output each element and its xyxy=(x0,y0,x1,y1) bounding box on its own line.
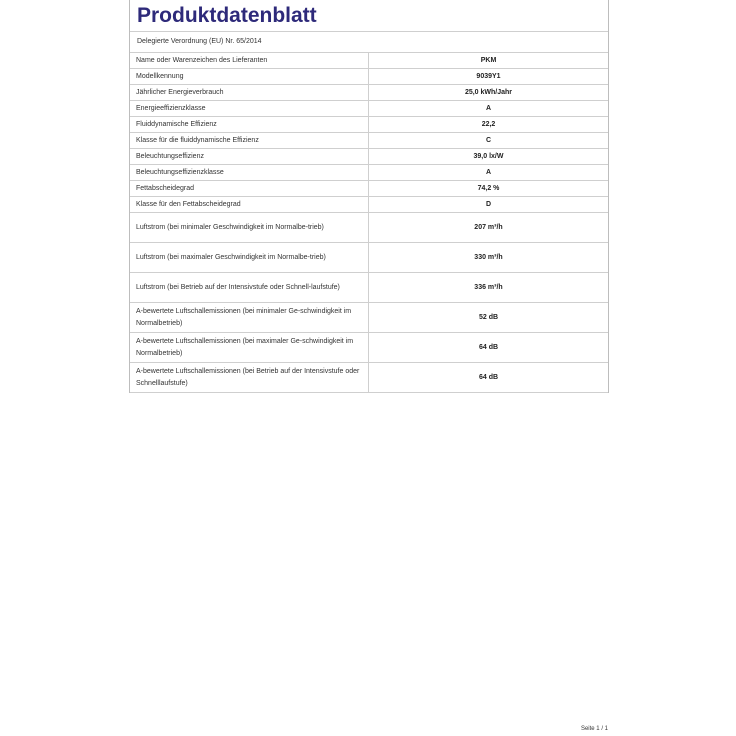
table-row xyxy=(130,303,608,333)
product-data-sheet xyxy=(129,0,609,393)
row-value: 64 dB xyxy=(369,363,609,393)
table-row xyxy=(130,133,608,149)
row-label: Luftstrom (bei maximaler Geschwindigkeit im Normalbe-trieb) xyxy=(130,243,369,273)
page-number: Seite 1 / 1 xyxy=(580,726,608,732)
row-value: 64 dB xyxy=(369,333,609,363)
table-row xyxy=(130,69,608,85)
row-label: Fluiddynamische Effizienz xyxy=(130,117,369,133)
row-label: Name oder Warenzeichen des Lieferanten xyxy=(130,53,369,69)
row-value: 74,2 % xyxy=(369,181,609,197)
row-value: A xyxy=(369,165,609,181)
row-value: 336 m³/h xyxy=(369,273,609,303)
table-row xyxy=(130,85,608,101)
table-row xyxy=(130,243,608,273)
table-row xyxy=(130,197,608,213)
table-row xyxy=(130,149,608,165)
row-value: A xyxy=(369,101,609,117)
regulation-subtitle: Delegierte Verordnung (EU) Nr. 65/2014 xyxy=(130,32,608,53)
page-title: Produktdatenblatt xyxy=(130,0,608,32)
table-row xyxy=(130,165,608,181)
row-label: Jährlicher Energieverbrauch xyxy=(130,85,369,101)
row-label: Klasse für die fluiddynamische Effizienz xyxy=(130,133,369,149)
row-value: 25,0 kWh/Jahr xyxy=(369,85,609,101)
row-label: A-bewertete Luftschallemissionen (bei minimaler Ge-schwindigkeit im Normalbetrieb) xyxy=(130,303,369,333)
row-value: D xyxy=(369,197,609,213)
row-label: Beleuchtungseffizienzklasse xyxy=(130,165,369,181)
row-label: Luftstrom (bei Betrieb auf der Intensivstufe oder Schnell-laufstufe) xyxy=(130,273,369,303)
row-label: Energieeffizienzklasse xyxy=(130,101,369,117)
row-value: 9039Y1 xyxy=(369,69,609,85)
table-row xyxy=(130,181,608,197)
table-row xyxy=(130,273,608,303)
row-value: 22,2 xyxy=(369,117,609,133)
product-data-table xyxy=(130,53,608,393)
table-row xyxy=(130,101,608,117)
table-row xyxy=(130,53,608,69)
table-row xyxy=(130,117,608,133)
row-value: 330 m³/h xyxy=(369,243,609,273)
row-value: 207 m³/h xyxy=(369,213,609,243)
table-row xyxy=(130,363,608,393)
row-value: PKM xyxy=(369,53,609,69)
row-label: A-bewertete Luftschallemissionen (bei maximaler Ge-schwindigkeit im Normalbetrieb) xyxy=(130,333,369,363)
row-value: C xyxy=(369,133,609,149)
row-label: Luftstrom (bei minimaler Geschwindigkeit im Normalbe-trieb) xyxy=(130,213,369,243)
row-label: A-bewertete Luftschallemissionen (bei Betrieb auf der Intensivstufe oder Schnelllaufstufe) xyxy=(130,363,369,393)
row-value: 52 dB xyxy=(369,303,609,333)
table-row xyxy=(130,333,608,363)
row-label: Modellkennung xyxy=(130,69,369,85)
table-row xyxy=(130,213,608,243)
row-label: Fettabscheidegrad xyxy=(130,181,369,197)
row-label: Beleuchtungseffizienz xyxy=(130,149,369,165)
row-value: 39,0 lx/W xyxy=(369,149,609,165)
row-label: Klasse für den Fettabscheidegrad xyxy=(130,197,369,213)
